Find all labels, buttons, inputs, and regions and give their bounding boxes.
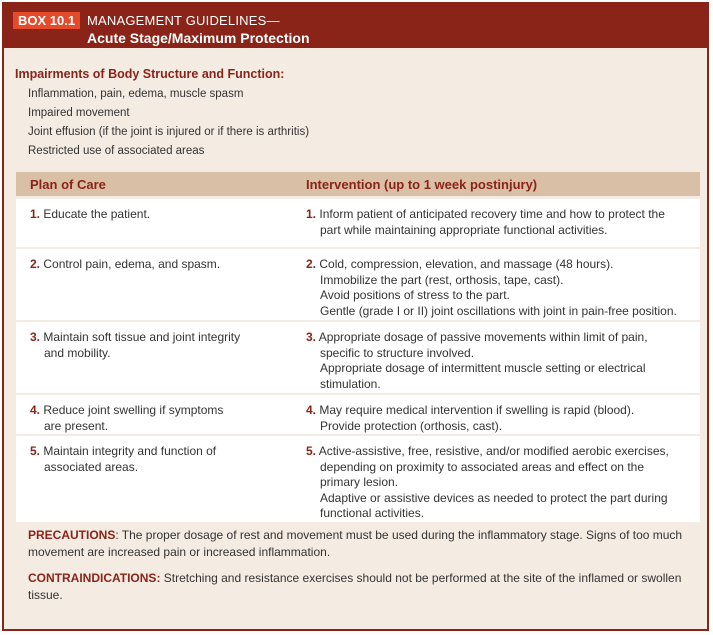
management-guidelines-box bbox=[2, 2, 709, 631]
row-number: 5. bbox=[30, 444, 41, 458]
plan-cell: 1. Educate the patient. bbox=[30, 207, 151, 221]
box-title-line1: MANAGEMENT GUIDELINES— bbox=[87, 13, 280, 28]
plan-cell: 4. Reduce joint swelling if symptoms are present. bbox=[30, 403, 224, 433]
precautions-label: PRECAUTIONS bbox=[28, 528, 116, 542]
table-row bbox=[16, 249, 700, 320]
contraindications-label: CONTRAINDICATIONS: bbox=[28, 571, 161, 585]
table-header bbox=[16, 172, 700, 196]
precautions-note bbox=[28, 527, 690, 561]
row-number: 4. bbox=[30, 403, 41, 417]
intervention-cell: 2. Cold, compression, elevation, and massage (48 hours). Immobilize the part (rest, orthosis, tape, cast). Avoid positions of stress to the part. Gentle (grade I or II) joint oscillations with joint in pain-free position. bbox=[306, 257, 677, 318]
intervention-header: Intervention (up to 1 week postinjury) bbox=[306, 177, 538, 192]
intervention-cell: 3. Appropriate dosage of passive movements within limit of pain, specific to structure involved. Appropriate dosage of intermittent muscle setting or electrical stimulation. bbox=[306, 330, 648, 391]
contraindications-note bbox=[28, 570, 690, 604]
impairment-item: Impaired movement bbox=[28, 107, 130, 119]
table-row bbox=[16, 199, 700, 247]
row-number: 1. bbox=[306, 207, 317, 221]
precautions-text: : The proper dosage of rest and movement must be used during the inflammatory stage. Signs of too much movement are increased pain or increased inflammation. bbox=[28, 528, 683, 559]
box-title-line2: Acute Stage/Maximum Protection bbox=[87, 30, 310, 46]
table-row bbox=[16, 395, 700, 434]
impairment-item: Restricted use of associated areas bbox=[28, 145, 205, 157]
intervention-cell: 5. Active-assistive, free, resistive, and/or modified aerobic exercises, depending on proximity to associated areas and effect on the primary lesion. Adaptive or assistive devices as needed to protect the part during functional activities. bbox=[306, 444, 669, 520]
impairment-item: Joint effusion (if the joint is injured or if there is arthritis) bbox=[28, 126, 310, 138]
intervention-cell: 4. May require medical intervention if swelling is rapid (blood). Provide protection (orthosis, cast). bbox=[306, 403, 635, 433]
row-number: 3. bbox=[306, 330, 317, 344]
row-number: 2. bbox=[30, 257, 41, 271]
impairment-item: Inflammation, pain, edema, muscle spasm bbox=[28, 88, 244, 100]
row-number: 5. bbox=[306, 444, 317, 458]
row-number: 2. bbox=[306, 257, 317, 271]
plan-cell: 3. Maintain soft tissue and joint integrity and mobility. bbox=[30, 330, 241, 360]
impairments-heading: Impairments of Body Structure and Function: bbox=[15, 67, 285, 81]
table-row bbox=[16, 436, 700, 522]
row-number: 1. bbox=[30, 207, 41, 221]
contraindications-text: Stretching and resistance exercises should not be performed at the site of the inflamed or swollen tissue. bbox=[28, 571, 682, 602]
table-row bbox=[16, 322, 700, 393]
row-number: 4. bbox=[306, 403, 317, 417]
box-header bbox=[4, 4, 707, 48]
plan-cell: 2. Control pain, edema, and spasm. bbox=[30, 257, 221, 271]
plan-cell: 5. Maintain integrity and function of associated areas. bbox=[30, 444, 217, 474]
row-number: 3. bbox=[30, 330, 41, 344]
intervention-cell: 1. Inform patient of anticipated recovery time and how to protect the part while maintaining appropriate functional activities. bbox=[306, 207, 665, 237]
plan-of-care-header: Plan of Care bbox=[30, 177, 106, 192]
box-number-label: BOX 10.1 bbox=[13, 12, 80, 29]
